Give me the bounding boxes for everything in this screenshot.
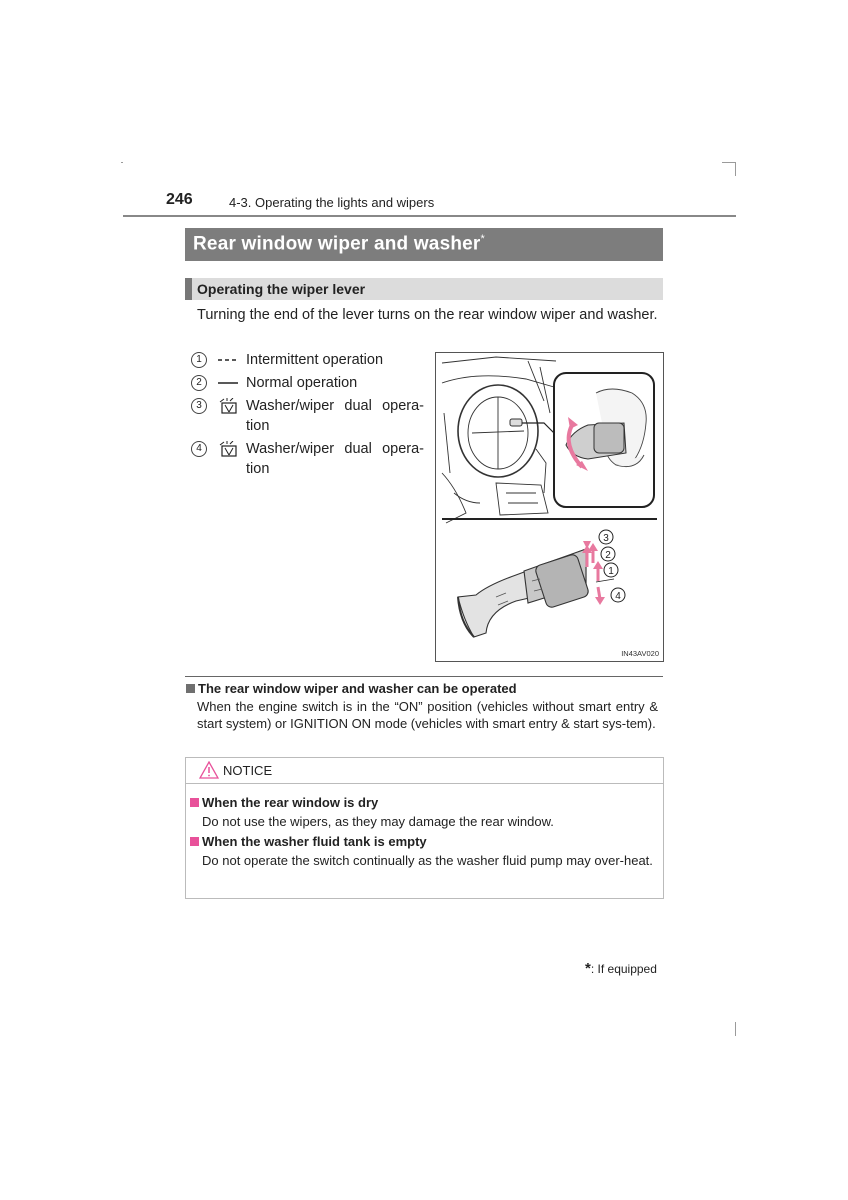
equipped-marker: *: [480, 233, 485, 245]
notice-box: [185, 757, 664, 899]
bullet-square: [190, 798, 199, 807]
footnote: *: If equipped: [585, 960, 657, 977]
notice-item-body: Do not use the wipers, as they may damage the rear window.: [202, 814, 554, 829]
item-label: Washer/wiper dual opera-tion: [246, 398, 424, 434]
item-number: 3: [191, 398, 207, 414]
item-number: 1: [191, 352, 207, 368]
section-header: 4-3. Operating the lights and wipers: [229, 195, 435, 210]
figure-code: IN43AV020: [621, 649, 659, 658]
notice-item-heading: When the washer fluid tank is empty: [190, 834, 427, 849]
page-number: 246: [166, 191, 193, 208]
warning-icon: [199, 761, 219, 779]
crop-mark: [722, 162, 736, 163]
callout-3: 3: [603, 533, 609, 544]
crop-mark: [735, 1022, 736, 1036]
note-heading: The rear window wiper and washer can be operated: [186, 681, 517, 696]
notice-label: NOTICE: [223, 763, 273, 778]
item-number: 4: [191, 441, 207, 457]
item-number: 2: [191, 375, 207, 391]
notice-item-body: Do not operate the switch continually as the washer fluid pump may over-heat.: [202, 853, 653, 868]
callout-4: 4: [615, 591, 621, 602]
bullet-square: [190, 837, 199, 846]
notice-item-heading: When the rear window is dry: [190, 795, 378, 810]
callout-1: 1: [608, 566, 614, 577]
lever-detail: [458, 549, 590, 637]
title-bar: [185, 228, 663, 261]
wiper-lever-figure: [435, 352, 664, 662]
page-title: Rear window wiper and washer*: [193, 233, 485, 255]
note-body: When the engine switch is in the “ON” position (vehicles without smart entry & start system) or IGNITION ON mode (vehicles with smart entry & start sys-tem).: [197, 699, 658, 731]
wiper-lever-illustration: [436, 353, 663, 661]
callout-2: 2: [605, 550, 611, 561]
subsection-title: Operating the wiper lever: [197, 281, 366, 297]
item-label: Normal operation: [246, 375, 358, 391]
dashed-line-icon: [217, 352, 239, 368]
crop-mark: [121, 162, 123, 163]
dashboard-sketch: [442, 357, 556, 523]
section-rule: [185, 676, 663, 677]
solid-line-icon: [217, 375, 239, 391]
intro-text: Turning the end of the lever turns on the rear window wiper and washer.: [197, 307, 658, 323]
washer-wiper-icon: [217, 398, 239, 414]
crop-mark: [735, 162, 736, 176]
subsection-bar: [185, 278, 663, 300]
item-label: Washer/wiper dual opera-tion: [246, 441, 424, 477]
washer-wiper-icon: [217, 441, 239, 457]
notice-header: [186, 758, 663, 784]
bullet-square: [186, 684, 195, 693]
header-rule: [123, 215, 736, 217]
subsection-accent: [185, 278, 192, 300]
item-label: Intermittent operation: [246, 352, 384, 368]
